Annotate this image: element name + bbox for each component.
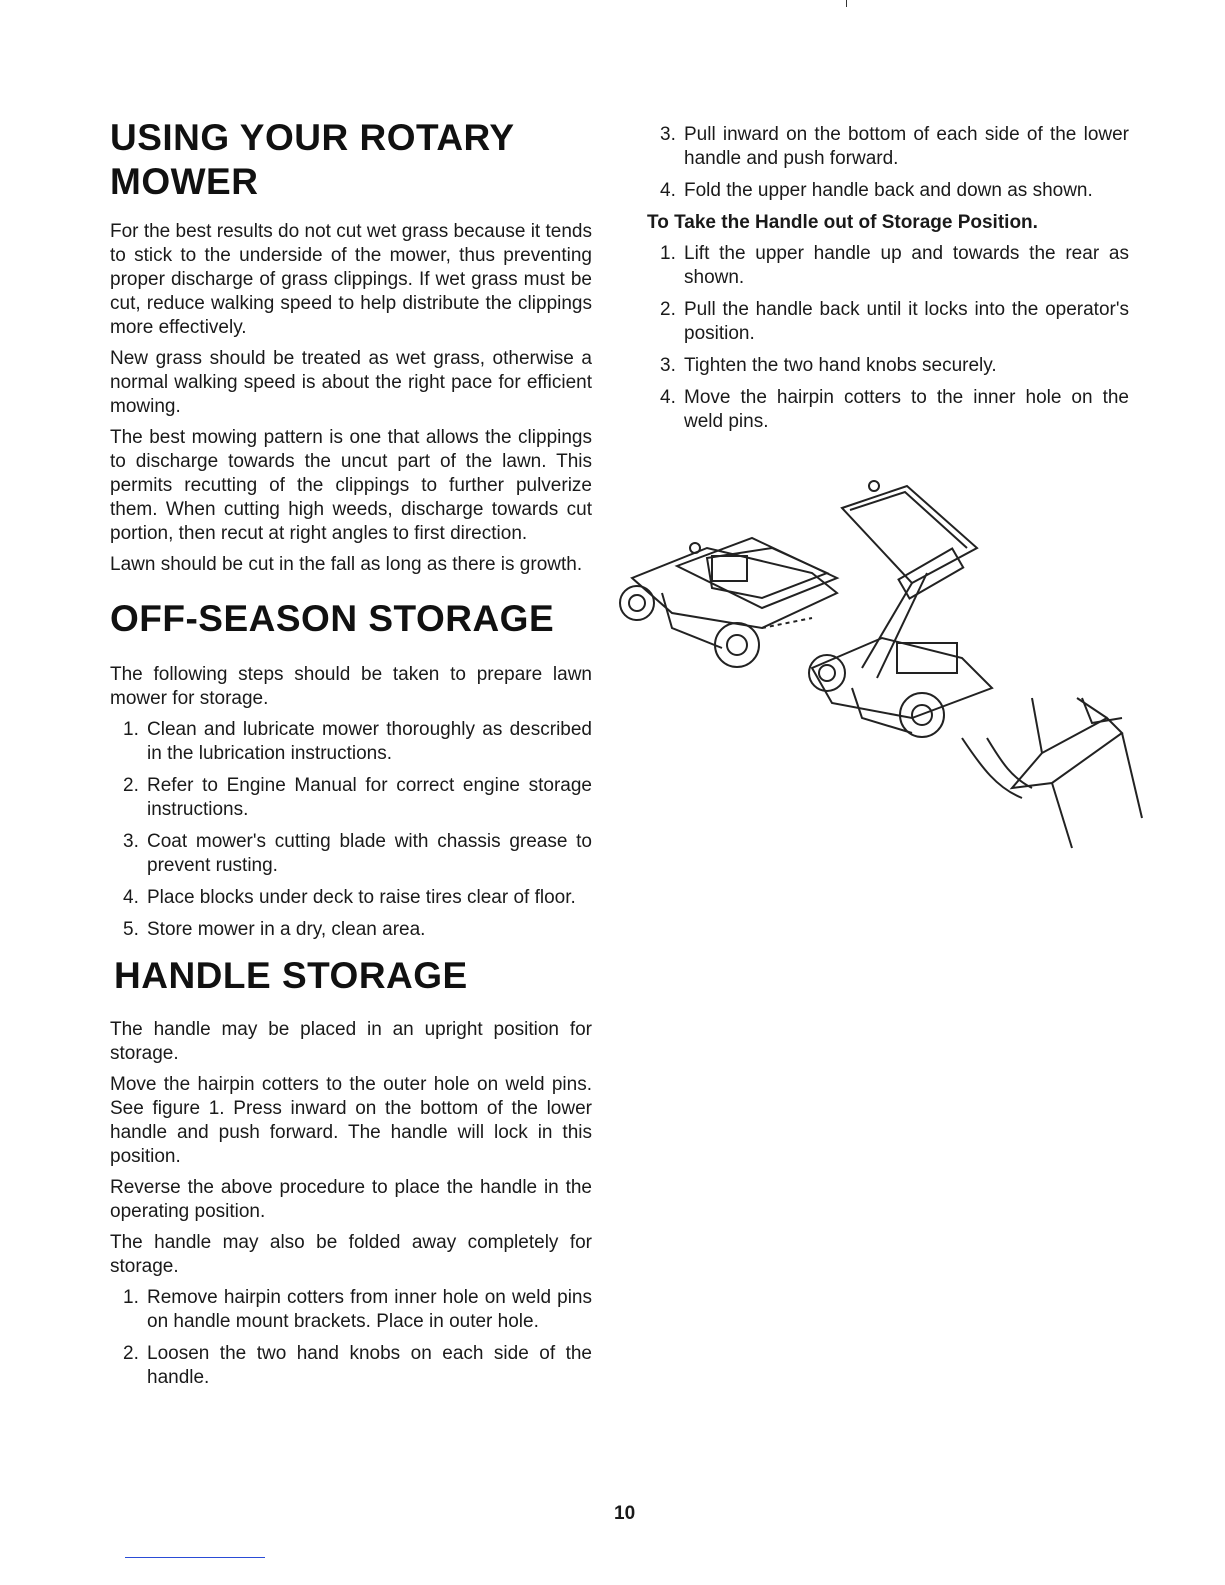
- item-text: Refer to Engine Manual for correct engine storage instructions.: [147, 775, 592, 820]
- item-number: 3.: [123, 831, 139, 852]
- list-item: [647, 298, 1129, 346]
- paragraph: For the best results do not cut wet grass because it tends to stick to the underside of the mower, thus preventing proper discharge of grass clippings. If wet grass must be cut, reduce walking speed to help distribute the clippings more effectively.: [110, 221, 592, 338]
- paragraph: Move the hairpin cotters to the outer hole on weld pins. See figure 1. Press inward on the bottom of the lower handle and push forward. The handle will lock in this position.: [110, 1074, 592, 1167]
- subheading-out-of-storage: To Take the Handle out of Storage Position.: [647, 212, 1038, 233]
- list-item: [647, 386, 1129, 434]
- unfold-steps: [647, 242, 1129, 434]
- paragraph: The handle may be placed in an upright position for storage.: [110, 1019, 592, 1064]
- item-text: Clean and lubricate mower thoroughly as described in the lubrication instructions.: [147, 719, 592, 764]
- scan-mark: [846, 0, 847, 7]
- hands-on-handle-drawing: [962, 698, 1142, 848]
- folded-mower-drawing: [620, 538, 837, 667]
- handle-storage-steps: [110, 1286, 592, 1390]
- item-text: Tighten the two hand knobs securely.: [684, 355, 997, 376]
- item-number: 3.: [660, 355, 676, 376]
- heading-handle-storage: HANDLE STORAGE: [114, 955, 468, 996]
- item-number: 4.: [660, 180, 676, 201]
- item-number: 2.: [123, 775, 139, 796]
- item-text: Move the hairpin cotters to the inner hole on the weld pins.: [684, 387, 1129, 432]
- item-text: Loosen the two hand knobs on each side of the handle.: [147, 1343, 592, 1388]
- item-text: Store mower in a dry, clean area.: [147, 919, 426, 940]
- right-column: [647, 123, 1129, 442]
- footer-rule: [125, 1557, 265, 1558]
- upright-mower-drawing: [809, 481, 992, 737]
- paragraph: Lawn should be cut in the fall as long as there is growth.: [110, 554, 583, 575]
- item-number: 1.: [123, 1287, 139, 1308]
- item-number: 4.: [660, 387, 676, 408]
- paragraph: The handle may also be folded away completely for storage.: [110, 1232, 592, 1277]
- item-text: Coat mower's cutting blade with chassis grease to prevent rusting.: [147, 831, 592, 876]
- storage-steps: [110, 718, 592, 942]
- paragraph: New grass should be treated as wet grass, otherwise a normal walking speed is about the right pace for efficient mowing.: [110, 348, 592, 417]
- item-text: Lift the upper handle up and towards the rear as shown.: [684, 243, 1129, 288]
- item-number: 4.: [123, 887, 139, 908]
- list-item: [110, 718, 592, 766]
- list-item: [647, 354, 1129, 378]
- paragraph: The best mowing pattern is one that allows the clippings to discharge towards the uncut part of the lawn. This permits recutting of the clippings to further pulverize them. When cutting high weeds, discharge towards cut portion, then recut at right angles to first direction.: [110, 427, 592, 544]
- item-number: 5.: [123, 919, 139, 940]
- paragraph: The following steps should be taken to prepare lawn mower for storage.: [110, 664, 592, 709]
- fold-steps: [647, 123, 1129, 203]
- list-item: [647, 123, 1129, 171]
- item-number: 2.: [660, 299, 676, 320]
- list-item: [110, 830, 592, 878]
- list-item: [110, 886, 592, 910]
- item-text: Fold the upper handle back and down as shown.: [684, 180, 1093, 201]
- item-number: 3.: [660, 124, 676, 145]
- item-text: Place blocks under deck to raise tires clear of floor.: [147, 887, 576, 908]
- left-column: [110, 116, 592, 1398]
- list-item: [110, 1342, 592, 1390]
- paragraph: Reverse the above procedure to place the handle in the operating position.: [110, 1177, 592, 1222]
- list-item: [647, 242, 1129, 290]
- page-number: 10: [614, 1503, 636, 1524]
- heading-off-season-storage: OFF-SEASON STORAGE: [110, 598, 555, 639]
- item-text: Remove hairpin cotters from inner hole on weld pins on handle mount brackets. Place in outer hole.: [147, 1287, 592, 1332]
- item-text: Pull the handle back until it locks into the operator's position.: [684, 299, 1129, 344]
- item-number: 1.: [660, 243, 676, 264]
- mower-handle-illustration: [612, 478, 1147, 853]
- item-text: Pull inward on the bottom of each side of the lower handle and push forward.: [684, 124, 1129, 169]
- list-item: [110, 918, 592, 942]
- list-item: [647, 179, 1129, 203]
- item-number: 2.: [123, 1343, 139, 1364]
- list-item: [110, 1286, 592, 1334]
- item-number: 1.: [123, 719, 139, 740]
- list-item: [110, 774, 592, 822]
- heading-using-rotary-mower: USING YOUR ROTARY MOWER: [110, 117, 514, 202]
